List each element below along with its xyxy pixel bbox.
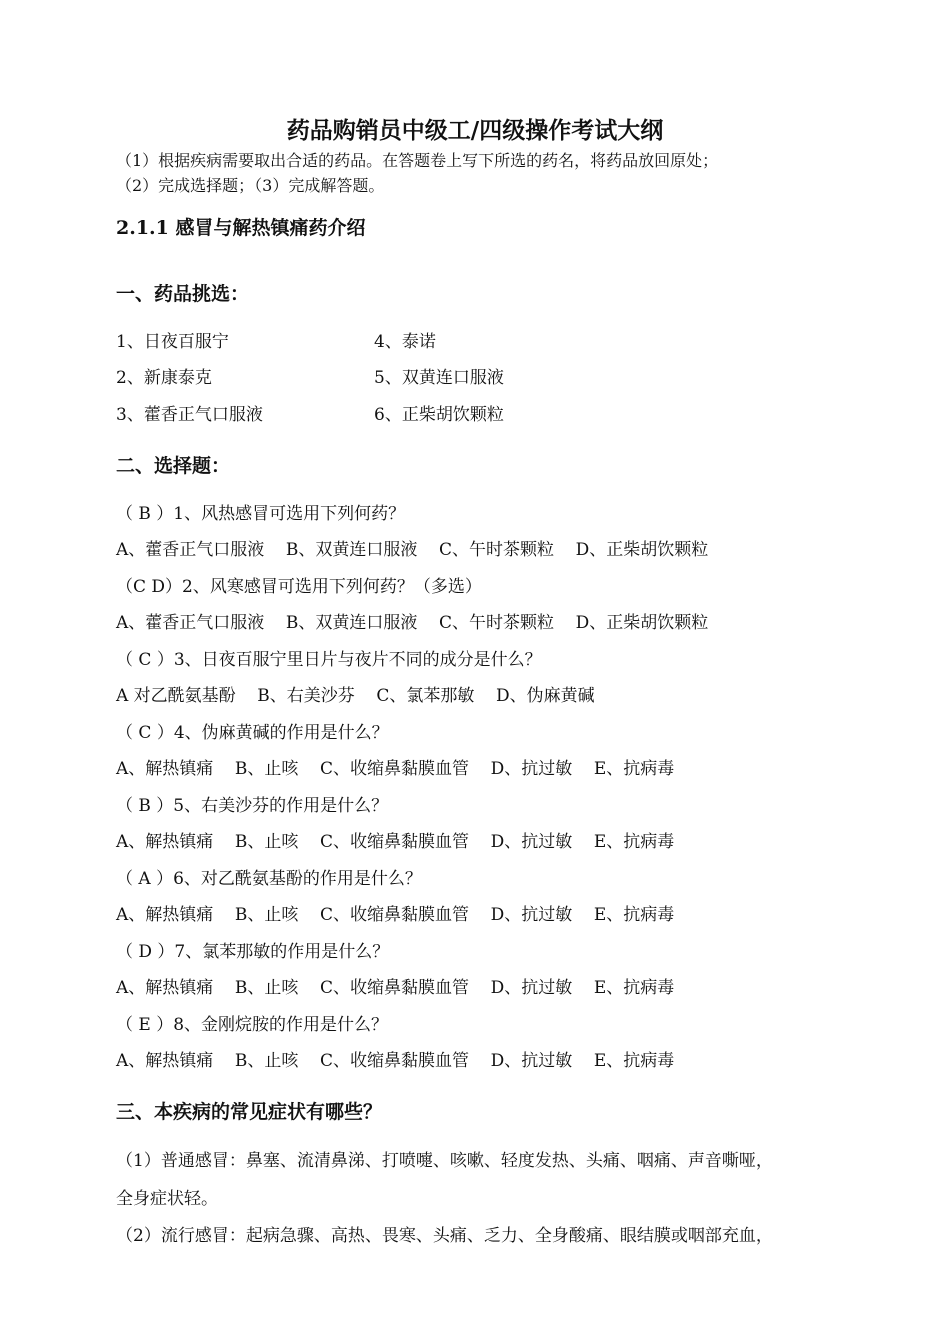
- part2-heading: 二、选择题：: [116, 455, 231, 477]
- drug-item-4: 4、泰诺: [374, 332, 436, 352]
- question-2-options: A、藿香正气口服液 B、双黄连口服液 C、午时茶颗粒 D、正柴胡饮颗粒: [116, 613, 709, 633]
- symptom-line-2: 全身症状轻。: [116, 1189, 218, 1209]
- drug-item-3: 3、藿香正气口服液: [116, 405, 263, 425]
- symptom-line-3: （2）流行感冒：起病急骤、高热、畏寒、头痛、乏力、全身酸痛、眼结膜或咽部充血，: [116, 1226, 773, 1246]
- drug-item-2: 2、新康泰克: [116, 368, 212, 388]
- question-1: （ B ）1、风热感冒可选用下列何药？: [116, 504, 406, 524]
- question-4: （ C ）4、伪麻黄碱的作用是什么？: [116, 723, 389, 743]
- question-7-options: A、解热镇痛 B、止咳 C、收缩鼻黏膜血管 D、抗过敏 E、抗病毒: [116, 978, 675, 998]
- question-3: （ C ）3、日夜百服宁里日片与夜片不同的成分是什么？: [116, 650, 542, 670]
- symptom-line-1: （1）普通感冒：鼻塞、流清鼻涕、打喷嚏、咳嗽、轻度发热、头痛、咽痛、声音嘶哑，: [116, 1151, 773, 1171]
- drug-item-6: 6、正柴胡饮颗粒: [374, 405, 504, 425]
- part3-heading: 三、本疾病的常见症状有哪些？: [116, 1101, 383, 1123]
- intro-line-2: （2）完成选择题；（3）完成解答题。: [116, 176, 385, 195]
- drug-item-1: 1、日夜百服宁: [116, 332, 229, 352]
- question-8: （ E ）8、金刚烷胺的作用是什么？: [116, 1015, 389, 1035]
- question-6-options: A、解热镇痛 B、止咳 C、收缩鼻黏膜血管 D、抗过敏 E、抗病毒: [116, 905, 675, 925]
- question-1-options: A、藿香正气口服液 B、双黄连口服液 C、午时茶颗粒 D、正柴胡饮颗粒: [116, 540, 709, 560]
- question-3-options: A 对乙酰氨基酚 B、右美沙芬 C、氯苯那敏 D、伪麻黄碱: [116, 686, 595, 706]
- question-2: （C D）2、风寒感冒可选用下列何药？（多选）: [116, 577, 482, 597]
- part1-heading: 一、药品挑选：: [116, 283, 250, 305]
- question-8-options: A、解热镇痛 B、止咳 C、收缩鼻黏膜血管 D、抗过敏 E、抗病毒: [116, 1051, 675, 1071]
- question-5: （ B ）5、右美沙芬的作用是什么？: [116, 796, 389, 816]
- drug-item-5: 5、双黄连口服液: [374, 368, 504, 388]
- document-title: 药品购销员中级工/四级操作考试大纲: [286, 117, 664, 144]
- question-7: （ D ）7、氯苯那敏的作用是什么？: [116, 942, 390, 962]
- question-5-options: A、解热镇痛 B、止咳 C、收缩鼻黏膜血管 D、抗过敏 E、抗病毒: [116, 832, 675, 852]
- question-4-options: A、解热镇痛 B、止咳 C、收缩鼻黏膜血管 D、抗过敏 E、抗病毒: [116, 759, 675, 779]
- section-heading: 2.1.1 感冒与解热镇痛药介绍: [116, 217, 366, 239]
- intro-line-1: （1）根据疾病需要取出合适的药品。在答题卷上写下所选的药名，将药品放回原处；: [116, 151, 719, 170]
- question-6: （ A ）6、对乙酰氨基酚的作用是什么？: [116, 869, 422, 889]
